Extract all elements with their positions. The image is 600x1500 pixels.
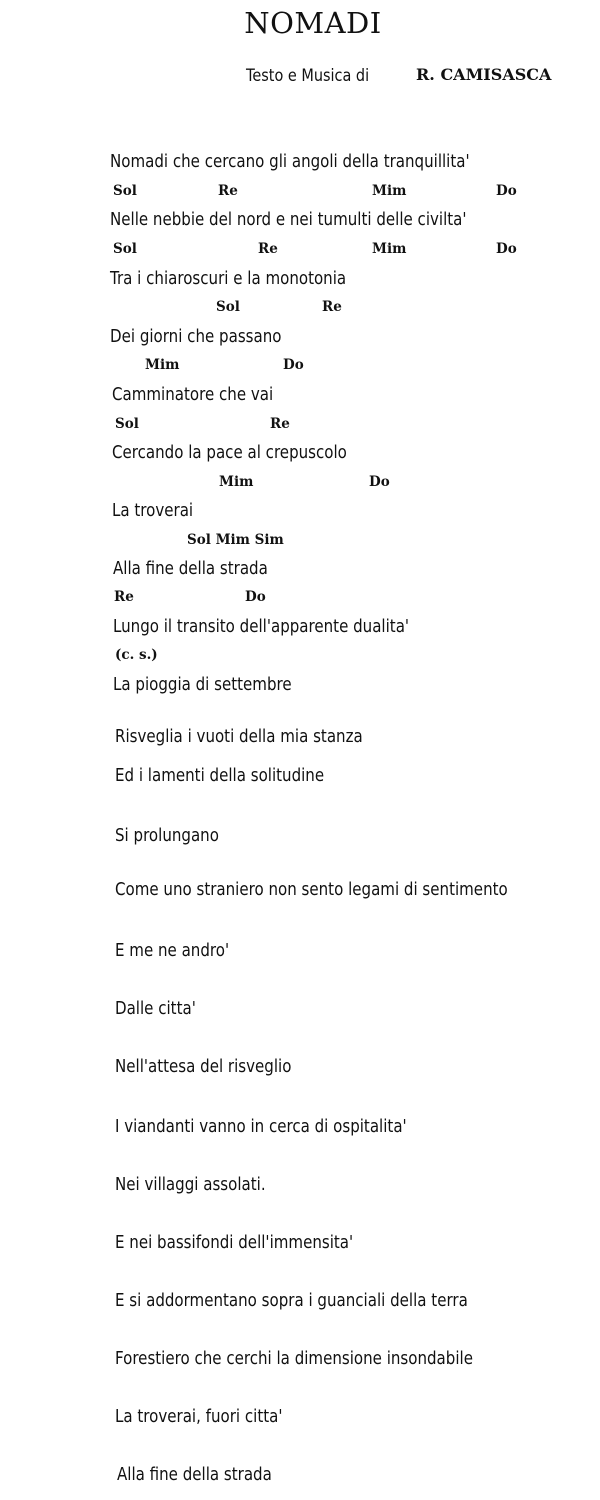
lyric-line: Forestiero che cerchi la dimensione insondabile (115, 1349, 473, 1369)
lyric-line: Ed i lamenti della solitudine (115, 766, 325, 786)
lyric-line: Nomadi che cercano gli angoli della tranquillita' (110, 152, 470, 172)
chord-label: Sol Mim Sim (187, 532, 284, 548)
lyric-line: Nelle nebbie del nord e nei tumulti delle civilta' (110, 210, 467, 230)
chord-label: Sol (216, 299, 240, 315)
lyric-line: E si addormentano sopra i guanciali della terra (115, 1291, 468, 1311)
chord-label: Do (496, 183, 517, 199)
lyric-line: Camminatore che vai (112, 385, 274, 405)
lyric-line: Nell'attesa del risveglio (115, 1057, 292, 1077)
lyric-line: E me ne andro' (115, 941, 230, 961)
chord-label: Do (283, 357, 304, 373)
credit-author: R. CAMISASCA (416, 65, 552, 84)
chord-label: Mim (145, 357, 180, 373)
chord-label: Mim (219, 474, 254, 490)
chord-label: Re (270, 416, 290, 432)
song-title: NOMADI (244, 6, 382, 40)
chord-label: Do (245, 589, 266, 605)
chord-label: Sol (113, 183, 137, 199)
lyric-line: Come uno straniero non sento legami di sentimento (115, 880, 508, 900)
credit-label: Testo e Musica di (246, 66, 370, 86)
chord-label: Sol (113, 241, 137, 257)
lyric-line: Alla fine della strada (117, 1465, 272, 1485)
lyric-line: Nei villaggi assolati. (115, 1175, 266, 1195)
lyric-line: I viandanti vanno in cerca di ospitalita' (115, 1117, 407, 1137)
chord-label: Re (322, 299, 342, 315)
lyric-line: Risveglia i vuoti della mia stanza (115, 727, 363, 747)
lyric-line: Cercando la pace al crepuscolo (112, 443, 347, 463)
chord-label: Mim (372, 241, 407, 257)
chord-label: Do (496, 241, 517, 257)
chord-label: Re (218, 183, 238, 199)
lyric-line: Tra i chiaroscuri e la monotonia (110, 269, 347, 289)
lyric-line: Dalle citta' (115, 999, 196, 1019)
lyric-line: La troverai (112, 501, 194, 521)
chord-label: Sol (115, 416, 139, 432)
lyric-line: La pioggia di settembre (113, 675, 292, 695)
chord-label: (c. s.) (115, 647, 158, 663)
lyric-line: Dei giorni che passano (110, 327, 282, 347)
chord-label: Mim (372, 183, 407, 199)
chord-label: Re (258, 241, 278, 257)
lyric-line: Alla fine della strada (113, 559, 268, 579)
chord-label: Do (369, 474, 390, 490)
lyric-line: Si prolungano (115, 826, 219, 846)
lyric-line: Lungo il transito dell'apparente dualita' (113, 617, 410, 637)
lyric-line: La troverai, fuori citta' (115, 1407, 283, 1427)
lyric-line: E nei bassifondi dell'immensita' (115, 1233, 354, 1253)
credit-line (246, 65, 552, 86)
chord-label: Re (114, 589, 134, 605)
